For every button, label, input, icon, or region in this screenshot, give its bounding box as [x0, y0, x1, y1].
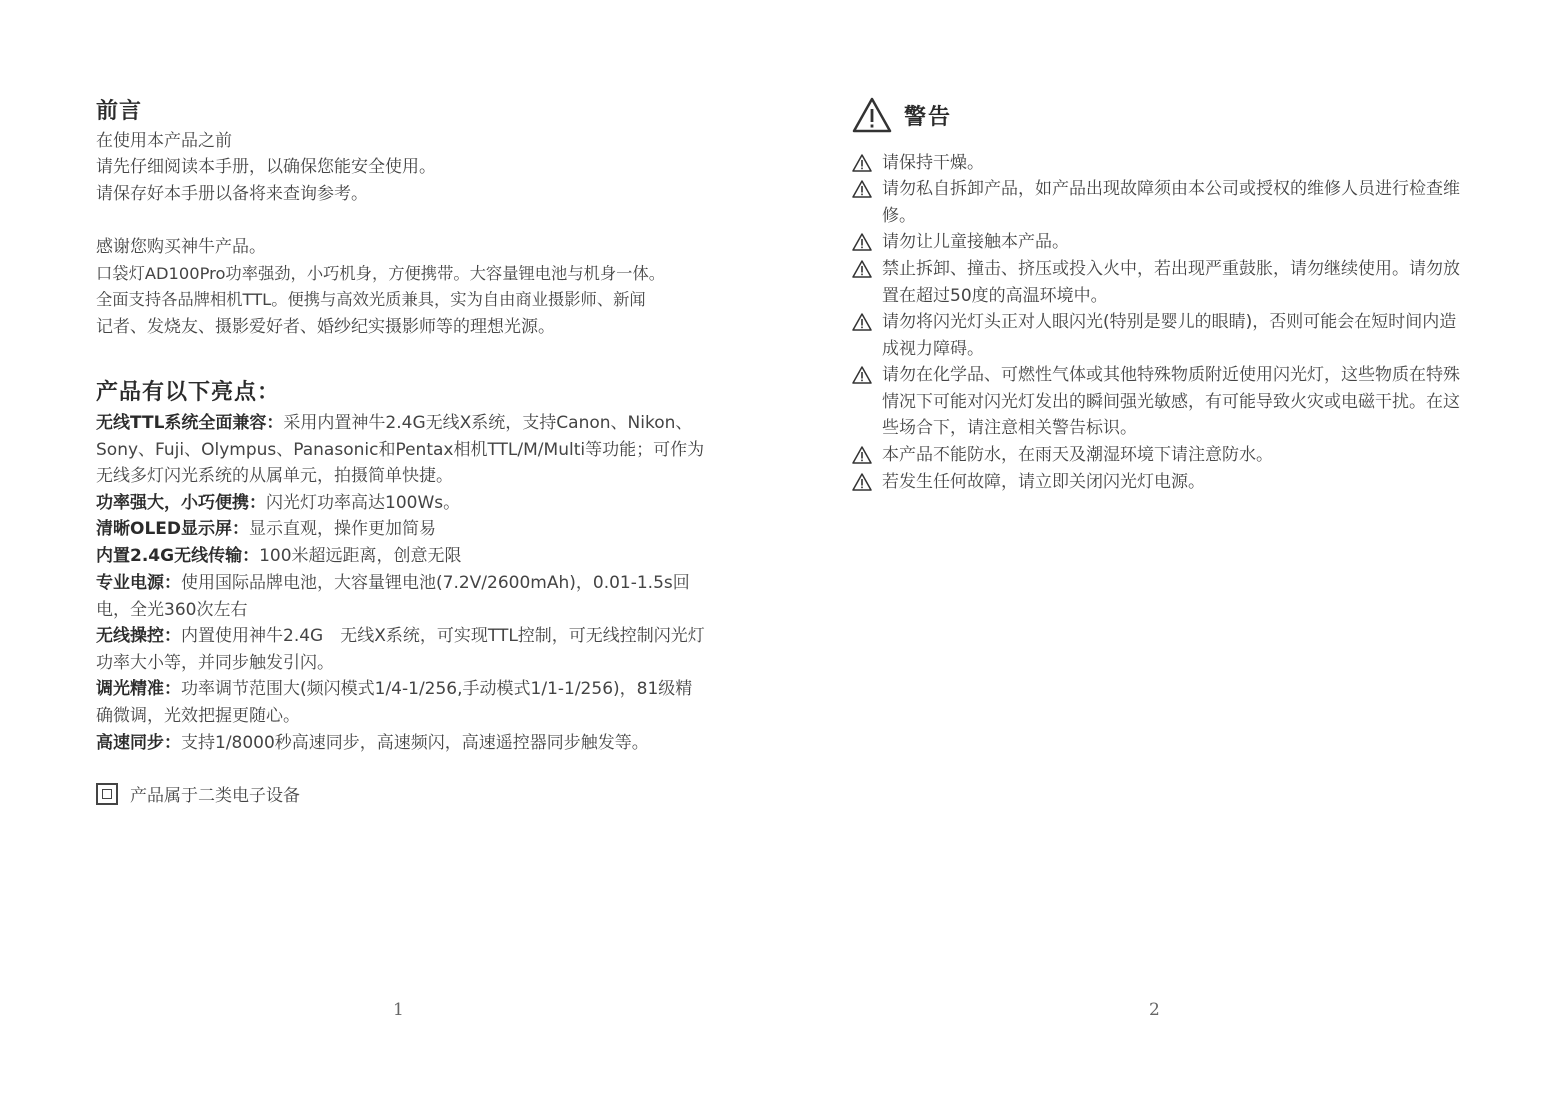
warning-text: 请勿在化学品、可燃性气体或其他特殊物质附近使用闪光灯，这些物质在特殊情况下可能对闪光灯发出的瞬间强光敏感，有可能导致火灾或电磁干扰。在这些场合下，请注意相关警告标识。: [882, 365, 1460, 438]
thanks-line: 口袋灯AD100Pro功率强劲，小巧机身，方便携带。大容量锂电池与机身一体。: [96, 264, 666, 283]
feature-title: 内置2.4G无线传输：: [96, 546, 260, 566]
warning-triangle-icon: [852, 154, 872, 172]
feature-item: [96, 543, 706, 570]
feature-text: 显示直观，操作更加简易: [249, 519, 437, 539]
intro-line: 在使用本产品之前: [96, 131, 232, 151]
feature-text: 闪光灯功率高达100Ws。: [266, 493, 461, 513]
foreword-heading: 前言: [96, 99, 143, 124]
warning-text: 请勿私自拆卸产品，如产品出现故障须由本公司或授权的维修人员进行检查维修。: [882, 179, 1460, 226]
feature-item: [96, 410, 706, 490]
warning-triangle-icon: [852, 446, 872, 464]
warning-triangle-icon: [852, 473, 872, 491]
feature-text: 100米超远距离，创意无限: [259, 546, 462, 566]
feature-title: 无线TTL系统全面兼容：: [96, 413, 284, 433]
warning-text: 请勿将闪光灯头正对人眼闪光(特别是婴儿的眼睛)，否则可能会在短时间内造成视力障碍。: [882, 312, 1457, 359]
warning-text: 请勿让儿童接触本产品。: [882, 232, 1069, 252]
warning-triangle-icon: [852, 180, 872, 198]
class-ii-label: 产品属于二类电子设备: [130, 786, 300, 806]
warning-text: 禁止拆卸、撞击、挤压或投入火中，若出现严重鼓胀，请勿继续使用。请勿放置在超过50度的高温环境中。: [882, 259, 1460, 306]
thanks-line: 感谢您购买神牛产品。: [96, 237, 266, 257]
warning-triangle-icon: [852, 313, 872, 331]
thanks-line: 记者、发烧友、摄影爱好者、婚纱纪实摄影师等的理想光源。: [96, 317, 555, 337]
warning-heading: [852, 95, 952, 135]
warning-triangle-icon: [852, 260, 872, 278]
feature-text: 支持1/8000秒高速同步，高速频闪，高速遥控器同步触发等。: [181, 733, 649, 753]
warning-title: 警告: [904, 104, 953, 130]
feature-text: 采用内置神牛2.4G无线X系统，支持Canon、Nikon、Sony、Fuji、Olympus、Panasonic和Pentax相机TTL/M/Multi等功能；可作为无线多灯闪光系统的从属单元，拍摄简单快捷。: [96, 413, 705, 486]
warning-triangle-icon: [852, 366, 872, 384]
page-number: 2: [1149, 1000, 1160, 1020]
warning-item: [852, 229, 1464, 256]
feature-item: [96, 623, 706, 676]
feature-title: 专业电源：: [96, 573, 181, 593]
intro-line: 请先仔细阅读本手册，以确保您能安全使用。: [96, 157, 436, 177]
warning-text: 请保持干燥。: [882, 153, 984, 173]
warning-item: [852, 309, 1464, 362]
class-ii-device-note: [96, 781, 300, 806]
feature-title: 无线操控：: [96, 626, 181, 646]
thanks-line: 全面支持各品牌相机TTL。便携与高效光质兼具，实为自由商业摄影师、新闻: [96, 290, 646, 309]
feature-title: 高速同步：: [96, 733, 181, 753]
features-heading: 产品有以下亮点：: [96, 380, 281, 405]
warning-triangle-icon: [852, 233, 872, 251]
warning-item: [852, 442, 1464, 469]
warning-item: [852, 469, 1464, 496]
warning-item: [852, 256, 1464, 309]
feature-title: 调光精准：: [96, 679, 181, 699]
feature-item: [96, 516, 706, 543]
feature-text: 使用国际品牌电池，大容量锂电池(7.2V/2600mAh)，0.01-1.5s回电，全光360次左右: [96, 573, 690, 620]
page-number: 1: [393, 1000, 404, 1020]
warning-item: [852, 362, 1464, 442]
warning-text: 本产品不能防水，在雨天及潮湿环境下请注意防水。: [882, 445, 1273, 465]
warning-triangle-icon: [852, 97, 892, 133]
warning-item: [852, 176, 1464, 229]
feature-title: 清晰OLED显示屏：: [96, 519, 250, 539]
feature-text: 内置使用神牛2.4G 无线X系统，可实现TTL控制，可无线控制闪光灯功率大小等，并同步触发引闪。: [96, 626, 705, 673]
feature-title: 功率强大，小巧便携：: [96, 493, 266, 513]
feature-text: 功率调节范围大(频闪模式1/4-1/256,手动模式1/1-1/256)，81级精确微调，光效把握更随心。: [96, 679, 693, 726]
left-page: [0, 0, 778, 1104]
warning-item: [852, 150, 1464, 177]
feature-item: [96, 570, 706, 623]
intro-line: 请保存好本手册以备将来查询参考。: [96, 184, 368, 204]
feature-item: [96, 490, 706, 517]
feature-item: [96, 676, 706, 729]
feature-item: [96, 730, 706, 757]
class-ii-symbol-icon: [96, 783, 118, 805]
warning-text: 若发生任何故障，请立即关闭闪光灯电源。: [882, 472, 1205, 492]
